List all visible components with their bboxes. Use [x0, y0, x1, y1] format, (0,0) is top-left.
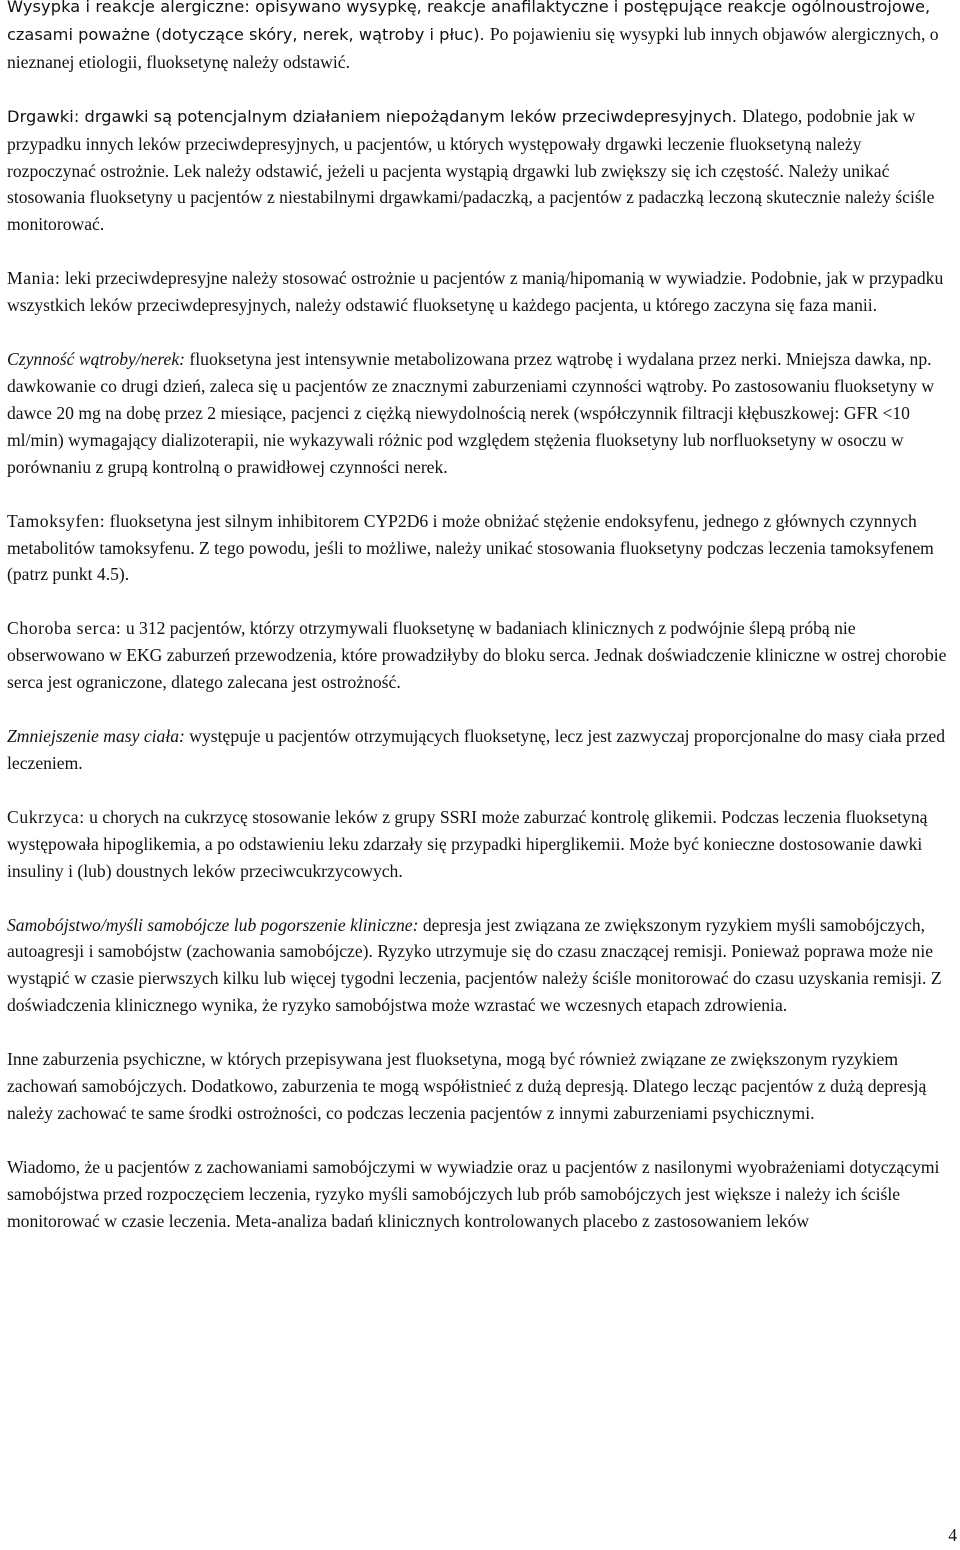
paragraph-wysypka	[7, 0, 951, 76]
document-page	[7, 0, 951, 1235]
paragraph-serce	[7, 615, 951, 696]
label-drgawki: Drgawki:	[7, 106, 80, 126]
label-cukrzyca: Cukrzyca:	[7, 806, 85, 827]
paragraph-inne	[7, 1046, 951, 1127]
text-cukrzyca: u chorych na cukrzycę stosowanie leków z grupy SSRI może zaburzać kontrolę glikemii. Podczas leczenia fluoksetyną występowała hipoglikemia, a po odstawieniu leku zdarzały się przypadki hiperglikemii. Może być konieczne dostosowanie dawki insuliny i (lub) doustnych leków przeciwcukrzycowych.	[7, 806, 928, 881]
text-mania: leki przeciwdepresyjne należy stosować ostrożnie u pacjentów z manią/hipomanią w wywiadzie. Podobnie, jak w przypadku wszystkich leków przeciwdepresyjnych, należy odstawić fluoksetynę u każdego pacjenta, u którego zaczyna się faza manii.	[7, 268, 944, 316]
text-serce: u 312 pacjentów, którzy otrzymywali fluoksetynę w badaniach klinicznych z podwójnie ślepą próbą nie obserwowano w EKG zaburzeń przewodzenia, które prowadziłyby do bloku serca. Jednak doświadczenie kliniczne w ostrej chorobie serca jest ograniczone, dlatego zalecana jest ostrożność.	[7, 618, 947, 693]
label-mania: Mania:	[7, 268, 61, 289]
paragraph-drgawki	[7, 103, 951, 239]
paragraph-samobojstwo	[7, 912, 951, 1020]
label-samobojstwo: Samobójstwo/myśli samobójcze lub pogorszenie kliniczne:	[7, 914, 419, 935]
text-masa: występuje u pacjentów otrzymujących fluoksetynę, lecz jest zazwyczaj proporcjonalne do masy ciała przed leczeniem.	[7, 726, 946, 773]
paragraph-cukrzyca	[7, 804, 951, 885]
paragraph-masa	[7, 723, 951, 777]
text-wysypka-sans: opisywano wysypkę, reakcje anafilaktyczne i postępujące reakcje ogólnoustrojowe, czasami poważne (dotyczące skóry, nerek, wątroby i płuc).	[7, 0, 931, 44]
text-watroba: fluoksetyna jest intensywnie metabolizowana przez wątrobę i wydalana przez nerki. Mniejsza dawka, np. dawkowanie co drugi dzień, zaleca się u pacjentów ze znacznymi zaburzeniami czynności wątroby. Po zastosowaniu fluoksetyny w dawce 20 mg na dobę przez 2 miesiące, pacjenci z ciężką niewydolnością nerek (współczynnik filtracji kłębuszkowej: GFR <10 ml/min) wymagający dializoterapii, nie wykazywali różnic pod względem stężenia fluoksetyny lub norfluoksetyny w osoczu w porównaniu z grupą kontrolną o prawidłowej czynności nerek.	[7, 349, 935, 477]
text-drgawki: Dlatego, podobnie jak w przypadku innych leków przeciwdepresyjnych, u pacjentów, u których występowały drgawki leczenie fluoksetyną należy rozpoczynać ostrożnie. Lek należy odstawić, jeżeli u pacjenta wystąpią drgawki lub zwiększy się ich częstość. Należy unikać stosowania fluoksetyny u pacjentów z niestabilnymi drgawkami/padaczką, a pacjentów z padaczką leczoną skutecznie należy ściśle monitorować.	[7, 105, 935, 235]
text-wiadomo: Wiadomo, że u pacjentów z zachowaniami samobójczymi w wywiadzie oraz u pacjentów z nasilonymi wyobrażeniami dotyczącymi samobójstwa przed rozpoczęciem leczenia, ryzyko myśli samobójczych lub prób samobójczych jest większe i należy ich ściśle monitorować w czasie leczenia. Meta-analiza badań klinicznych kontrolowanych placebo z zastosowaniem leków	[7, 1156, 940, 1231]
label-wysypka: Wysypka i reakcje alergiczne:	[7, 0, 250, 16]
label-watroba: Czynność wątroby/nerek:	[7, 349, 186, 370]
text-inne: Inne zaburzenia psychiczne, w których przepisywana jest fluoksetyna, mogą być również związane ze zwiększonym ryzykiem zachowań samobójczych. Dodatkowo, zaburzenia te mogą współistnieć z dużą depresją. Dlatego lecząc pacjentów z dużą depresją należy zachować te same środki ostrożności, co podczas leczenia pacjentów z innymi zaburzeniami psychicznymi.	[7, 1049, 927, 1123]
label-tamoksyfen: Tamoksyfen:	[7, 510, 106, 531]
text-tamoksyfen: fluoksetyna jest silnym inhibitorem CYP2D6 i może obniżać stężenie endoksyfenu, jednego z głównych czynnych metabolitów tamoksyfenu. Z tego powodu, jeśli to możliwe, należy unikać stosowania fluoksetyny podczas leczenia tamoksyfenem (patrz punkt 4.5).	[7, 510, 934, 585]
label-masa: Zmniejszenie masy ciała:	[7, 726, 185, 747]
page-number: 4	[948, 1525, 957, 1545]
text-drgawki-sans: drgawki są potencjalnym działaniem niepożądanym leków przeciwdepresyjnych.	[79, 106, 743, 126]
text-wysypka: Po pojawieniu się wysypki lub innych objawów alergicznych, o nieznanej etiologii, fluoksetynę należy odstawić.	[7, 23, 939, 72]
paragraph-watroba	[7, 346, 951, 481]
paragraph-wiadomo	[7, 1154, 951, 1235]
paragraph-mania	[7, 265, 951, 319]
label-serce: Choroba serca:	[7, 618, 122, 639]
paragraph-tamoksyfen	[7, 508, 951, 589]
text-samobojstwo: depresja jest związana ze zwiększonym ryzykiem myśli samobójczych, autoagresji i samobójstw (zachowania samobójcze). Ryzyko utrzymuje się do czasu znaczącej remisji. Ponieważ poprawa może nie wystąpić w czasie pierwszych kilku lub więcej tygodni leczenia, pacjentów należy ściśle monitorować do czasu uzyskania remisji. Z doświadczenia klinicznego wynika, że ryzyko samobójstwa może wzrastać we wczesnych etapach zdrowienia.	[7, 914, 942, 1016]
